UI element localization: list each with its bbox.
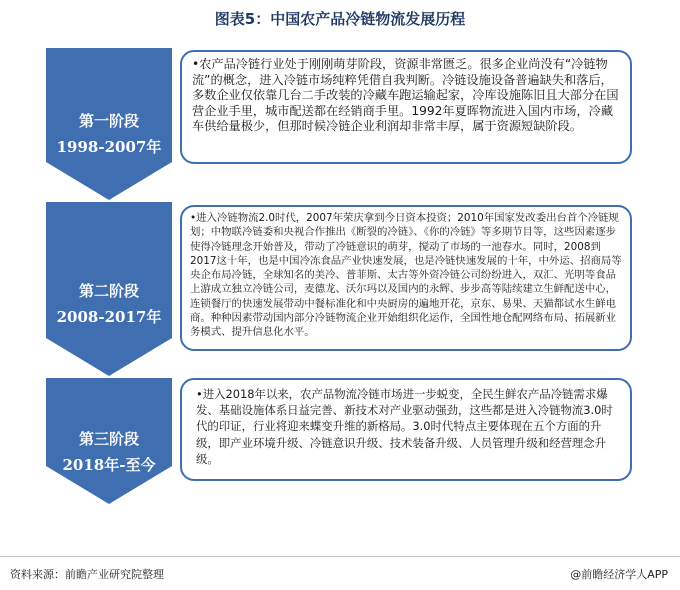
source-note: 资料来源：前瞻产业研究院整理: [10, 568, 164, 581]
stage-2-description: •进入冷链物流2.0时代，2007年荣庆拿到今日资本投资；2010年国家发改委出台首个冷链规划；中物联冷链委和央视合作推出《断裂的冷链》、《你的冷链》等多期节目等，这些因素逐步使得冷链理念开始普及，带动了冷链意识的萌芽，搅动了市场的一池春水。同时，2008到2017这十年，也是中国冷冻食品产业快速发展，也是冷链快速发展的十年，中外运、招商局等央企布局冷链，全球知名的美冷、普菲斯、太古等外资冷链公司纷纷进入，双汇、光明等食品上游成立独立冷链公司，麦德龙、沃尔玛以及国内的永辉、步步高等陆续建立生鲜配送中心，连锁餐厅的快速发展带动中餐标准化和中央厨房的遍地开花，京东、易果、天猫都试水生鲜电商。种种因素带动国内部分冷链物流企业开始组织化运作，全国性地仓配网络布局、拓展新业务模式、提升信息化水平。: [190, 212, 622, 339]
stage-3-name: 第三阶段: [78, 430, 139, 448]
stage-2-description-box: [180, 205, 632, 351]
stage-3-label: [48, 426, 170, 478]
stage-1-description-box: [180, 50, 632, 164]
stage-3-description: •进入2018年以来，农产品物流冷链市场进一步蜕变，全民生鲜农产品冷链需求爆发、基础设施体系日益完善、新技术对产业驱动强劲，这些都是进入冷链物流3.0时代的印证，行业将迎来蝶变升维的新格局。3.0时代特点主要体现在五个方面的升级，即产业环境升级、冷链意识升级、技术装备升级、人员管理升级和经营理念升级。: [196, 387, 613, 466]
stage-1-label: [48, 108, 170, 160]
stage-2-name: 第二阶段: [78, 282, 139, 300]
stage-3-period: 2018年-至今: [62, 456, 156, 474]
stage-1-description: •农产品冷链行业处于刚刚萌芽阶段，资源非常匮乏。很多企业尚没有“冷链物流”的概念，进入冷链市场纯粹凭借自我判断。冷链设施设备普遍缺失和落后，多数企业仅依靠几台二手改装的冷藏车跑运输起家，冷库设施陈旧且大部分在国营企业手里，城市配送都在经销商手里。1992年夏晖物流进入国内市场，冷藏车供给量极少，但那时候冷链企业利润却非常丰厚，属于资源短缺阶段。: [192, 57, 619, 134]
stage-2-label: [48, 278, 170, 330]
stage-1-period: 1998-2007年: [56, 138, 162, 156]
stage-3-description-box: [180, 378, 632, 481]
stage-1-name: 第一阶段: [78, 112, 139, 130]
brand-credit: @前瞻经济学人APP: [570, 568, 668, 581]
footer-divider: [0, 556, 680, 557]
page-title: 图表5：中国农产品冷链物流发展历程: [214, 10, 466, 28]
stage-2-period: 2008-2017年: [56, 308, 162, 326]
